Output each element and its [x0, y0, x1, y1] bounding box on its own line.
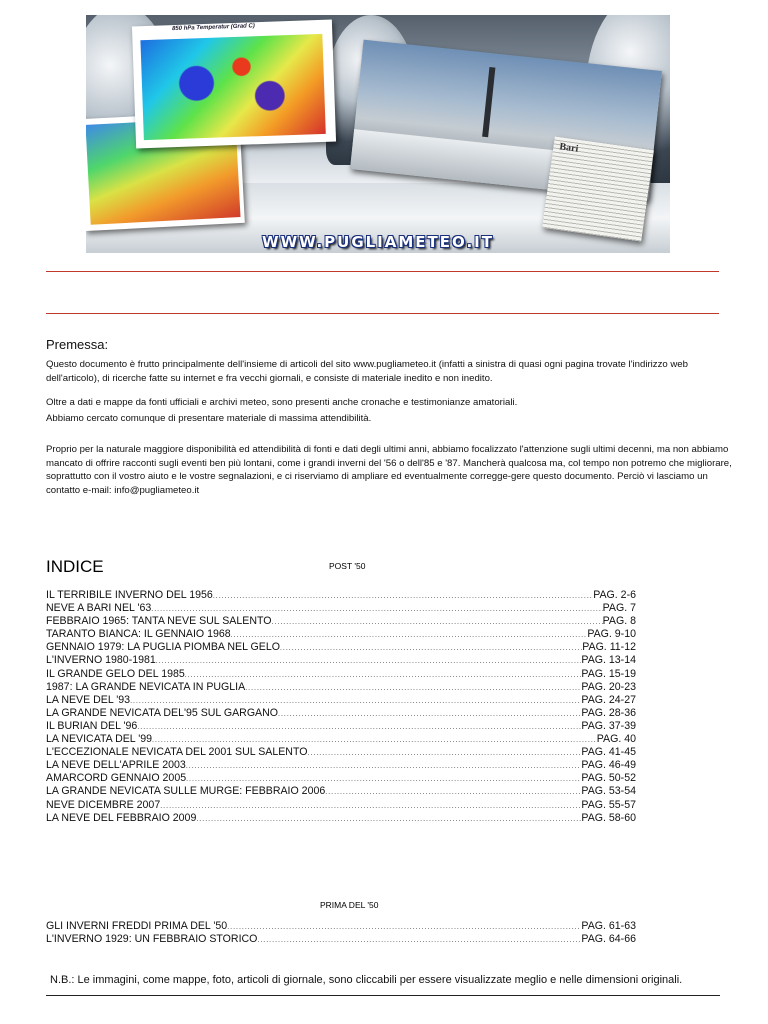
toc-post-50 [46, 589, 636, 825]
weather-map-image-1[interactable] [132, 20, 336, 149]
toc-entry-title: LA GRANDE NEVICATA SULLE MURGE: FEBBRAIO 2006 [46, 785, 326, 798]
toc-entry[interactable] [46, 933, 636, 946]
toc-leader-dots [245, 682, 581, 694]
toc-leader-dots [137, 721, 581, 733]
toc-prima-50 [46, 920, 636, 946]
toc-leader-dots [156, 655, 582, 667]
newspaper-image[interactable] [542, 136, 654, 241]
toc-leader-dots [185, 669, 582, 681]
toc-entry-page: PAG. 64-66 [581, 933, 636, 946]
toc-leader-dots [160, 800, 581, 812]
toc-entry-page: PAG. 50-52 [581, 772, 636, 785]
site-url-logo: WWW.PUGLIAMETEO.IT [262, 233, 494, 251]
toc-entry-page: PAG. 7 [602, 602, 636, 615]
toc-entry-title: 1987: LA GRANDE NEVICATA IN PUGLIA [46, 680, 246, 693]
toc-entry[interactable] [46, 720, 636, 733]
toc-leader-dots [151, 603, 602, 615]
toc-entry-page: PAG. 41-45 [581, 746, 636, 759]
toc-entry[interactable] [46, 654, 636, 667]
weather-map-plot-1 [140, 34, 325, 140]
toc-entry[interactable] [46, 589, 636, 602]
divider-second [46, 313, 719, 314]
header-banner [86, 15, 670, 253]
toc-entry-page: PAG. 24-27 [581, 693, 636, 706]
premessa-paragraph-1: Questo documento è frutto principalmente dell'insieme di articoli del sito www.pugliameteo.it (infatti a sinistra di quasi ogni pagina trovate l'indirizzo web dell'articolo), di ricerche fatte su internet e fra vecchi giornali, e consiste di materiale inedito e non inedito. [46, 359, 688, 384]
post-50-label: POST '50 [329, 561, 366, 571]
toc-leader-dots [231, 629, 588, 641]
divider-bottom [46, 995, 720, 996]
map-caption: 850 hPa Temperatur (Grad C) [171, 23, 255, 33]
toc-entry-page: PAG. 9-10 [587, 628, 636, 641]
premessa-heading: Premessa: [46, 337, 109, 352]
toc-entry[interactable] [46, 602, 636, 615]
toc-entry-page: PAG. 37-39 [581, 719, 636, 732]
toc-entry-title: NEVE DICEMBRE 2007 [46, 798, 161, 811]
prima-50-label: PRIMA DEL '50 [320, 900, 379, 910]
toc-entry-title: LA NEVE DELL'APRILE 2003 [46, 759, 186, 772]
toc-entry-page: PAG. 40 [596, 733, 636, 746]
toc-entry-page: PAG. 55-57 [581, 798, 636, 811]
toc-leader-dots [280, 642, 582, 654]
toc-entry[interactable] [46, 668, 636, 681]
toc-entry-page: PAG. 28-36 [581, 706, 636, 719]
toc-entry-title: AMARCORD GENNAIO 2005 [46, 772, 187, 785]
toc-entry-page: PAG. 61-63 [581, 920, 636, 932]
toc-entry-page: PAG. 8 [602, 615, 636, 628]
toc-entry[interactable] [46, 615, 636, 628]
toc-entry[interactable] [46, 694, 636, 707]
toc-leader-dots [278, 708, 581, 720]
toc-leader-dots [325, 786, 581, 798]
toc-leader-dots [196, 813, 581, 825]
toc-entry-page: PAG. 2-6 [593, 589, 636, 601]
toc-entry-page: PAG. 15-19 [581, 667, 636, 680]
toc-entry-title: IL GRANDE GELO DEL 1985 [46, 667, 185, 680]
toc-entry[interactable] [46, 707, 636, 720]
toc-entry-title: L'ECCEZIONALE NEVICATA DEL 2001 SUL SALENTO [46, 746, 308, 759]
toc-entry-title: IL TERRIBILE INVERNO DEL 1956 [46, 589, 213, 601]
toc-entry[interactable] [46, 920, 636, 933]
toc-leader-dots [186, 760, 582, 772]
toc-leader-dots [257, 934, 581, 946]
newspaper-masthead: Bari [558, 141, 579, 155]
toc-leader-dots [307, 747, 581, 759]
toc-entry-page: PAG. 58-60 [581, 811, 636, 824]
toc-entry[interactable] [46, 733, 636, 746]
toc-entry[interactable] [46, 641, 636, 654]
street-lamp [482, 67, 495, 137]
toc-entry-page: PAG. 46-49 [581, 759, 636, 772]
toc-entry-title: GLI INVERNI FREDDI PRIMA DEL '50 [46, 920, 228, 932]
toc-leader-dots [130, 695, 581, 707]
premessa-paragraph-4: Proprio per la naturale maggiore disponibilità ed attendibilità di fonti e dati degli ultimi anni, abbiamo focalizzato l'attenzione sugli ultimi decenni, ma non abbiamo mancato di offrire racconti sugli eventi ben più lontani, come i grandi inverni del '56 o dell'85 e '87. Mancherà qualcosa ma, col tempo non potremo che migliorare, soprattutto con il vostro aiuto e le vostre segnalazioni, e ci riserviamo di ampliare ed eventualmente corregge-gere questo documento. Perciò vi lasciamo un contatto e-mail: info@pugliameteo.it [46, 444, 732, 496]
toc-leader-dots [213, 590, 593, 602]
divider-top [46, 271, 719, 272]
toc-entry-title: LA NEVICATA DEL '99 [46, 733, 153, 746]
toc-entry-title: L'INVERNO 1980-1981 [46, 654, 156, 667]
toc-entry[interactable] [46, 772, 636, 785]
toc-entry-page: PAG. 53-54 [581, 785, 636, 798]
toc-entry[interactable] [46, 799, 636, 812]
premessa-paragraph-2: Oltre a dati e mappe da fonti ufficiali e archivi meteo, sono presenti anche cronache e testimonianze amatoriali. [46, 397, 518, 408]
toc-entry[interactable] [46, 628, 636, 641]
toc-entry-title: FEBBRAIO 1965: TANTA NEVE SUL SALENTO [46, 615, 272, 628]
toc-entry[interactable] [46, 759, 636, 772]
toc-leader-dots [227, 921, 581, 933]
toc-entry[interactable] [46, 812, 636, 825]
toc-entry-title: LA GRANDE NEVICATA DEL'95 SUL GARGANO [46, 706, 279, 719]
toc-entry[interactable] [46, 785, 636, 798]
toc-entry-title: L'INVERNO 1929: UN FEBBRAIO STORICO [46, 933, 258, 946]
toc-leader-dots [186, 773, 581, 785]
toc-entry-title: TARANTO BIANCA: IL GENNAIO 1968 [46, 628, 231, 641]
toc-entry-page: PAG. 13-14 [581, 654, 636, 667]
toc-entry-title: NEVE A BARI NEL '63 [46, 602, 152, 615]
toc-entry[interactable] [46, 746, 636, 759]
toc-leader-dots [272, 616, 603, 628]
footnote: N.B.: Le immagini, come mappe, foto, articoli di giornale, sono cliccabili per essere visualizzate meglio e nelle dimensioni originali. [50, 974, 683, 986]
toc-entry-page: PAG. 11-12 [582, 641, 636, 654]
toc-entry-title: LA NEVE DEL FEBBRAIO 2009 [46, 811, 197, 824]
toc-entry-title: IL BURIAN DEL '96 [46, 719, 138, 732]
indice-heading: INDICE [46, 557, 104, 576]
toc-entry-title: GENNAIO 1979: LA PUGLIA PIOMBA NEL GELO [46, 641, 280, 654]
toc-leader-dots [152, 734, 597, 746]
toc-entry[interactable] [46, 681, 636, 694]
toc-entry-title: LA NEVE DEL '93 [46, 693, 131, 706]
toc-entry-page: PAG. 20-23 [581, 680, 636, 693]
premessa-paragraph-3: Abbiamo cercato comunque di presentare materiale di massima attendibilità. [46, 413, 372, 424]
